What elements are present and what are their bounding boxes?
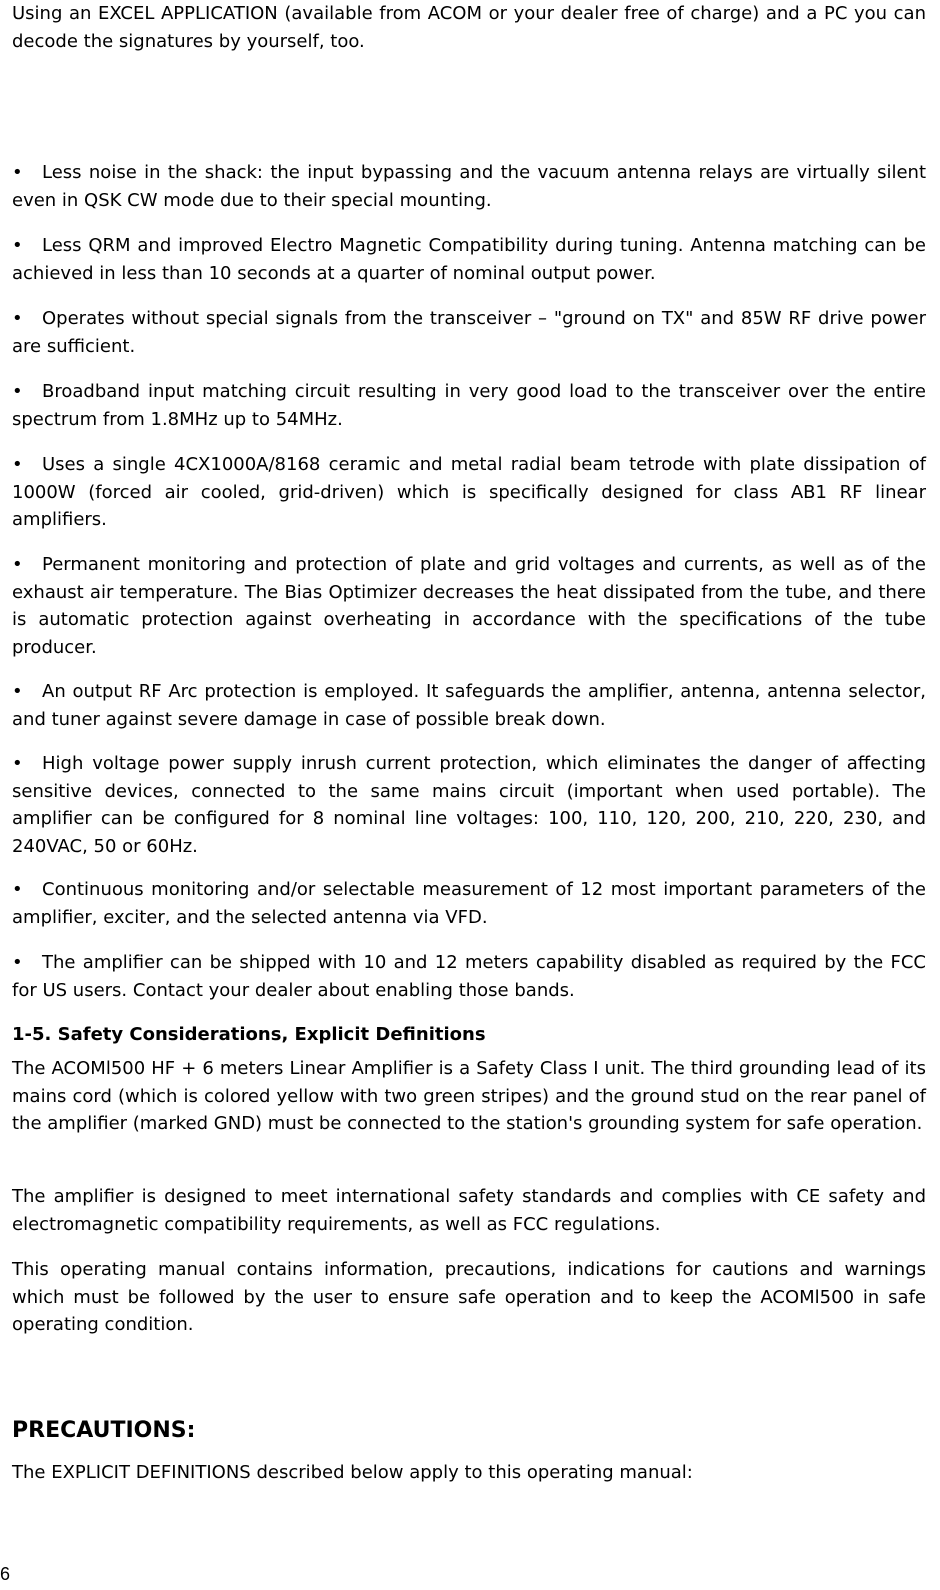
bullet-text: Operates without special signals from the transceiver – "ground on TX" and 85W RF drive power are sufficient. [12,308,926,357]
bullet-mark: • [12,308,23,329]
bullet-mark: • [12,753,23,774]
bullet-text: Less noise in the shack: the input bypassing and the vacuum antenna relays are virtually silent even in QSK CW mode due to their special mounting. [12,162,926,211]
page-number: 6 [0,1564,11,1584]
bullet-mark: • [12,454,23,475]
section-paragraph: The ACOMl500 HF + 6 meters Linear Amplifier is a Safety Class I unit. The third grounding lead of its mains cord (which is colored yellow with two green stripes) and the ground stud on the rear panel of the amplifier (marked GND) must be connected to the station's grounding system for safe operation. [12,1058,926,1134]
bullet-text: Less QRM and improved Electro Magnetic Compatibility during tuning. Antenna matching can be achieved in less than 10 seconds at a quarter of nominal output power. [12,235,926,284]
bullet-mark: • [12,381,23,402]
bullet-item [12,232,926,287]
bullet-item [12,678,926,733]
bullet-item [12,876,926,931]
bullet-text: High voltage power supply inrush current protection, which eliminates the danger of affecting sensitive devices, connected to the same mains circuit (important when used portable). The amplifier can be configured for 8 nominal line voltages: 100, 110, 120, 200, 210, 220, 230, and 240VAC, 50 or 60Hz. [12,753,926,857]
bullet-item [12,451,926,534]
section-paragraph: The amplifier is designed to meet international safety standards and complies with CE safety and electromagnetic compatibility requirements, as well as FCC regulations. [12,1186,926,1235]
bullet-item [12,378,926,433]
bullet-text: An output RF Arc protection is employed. It safeguards the amplifier, antenna, antenna selector, and tuner against severe damage in case of possible break down. [12,681,926,730]
bullet-mark: • [12,162,23,183]
precautions-paragraph: The EXPLICIT DEFINITIONS described below apply to this operating manual: [12,1462,693,1483]
bullet-text: The amplifier can be shipped with 10 and 12 meters capability disabled as required by the FCC for US users. Contact your dealer about enabling those bands. [12,952,926,1001]
bullet-mark: • [12,681,23,702]
bullet-text: Continuous monitoring and/or selectable measurement of 12 most important parameters of the amplifier, exciter, and the selected antenna via VFD. [12,879,926,928]
bullet-item [12,750,926,860]
bullet-mark: • [12,235,23,256]
bullet-item [12,551,926,661]
bullet-mark: • [12,554,23,575]
bullet-item [12,949,926,1004]
precautions-heading: PRECAUTIONS: [12,1418,196,1443]
bullet-mark: • [12,879,23,900]
section-paragraph: This operating manual contains information, precautions, indications for cautions and warnings which must be followed by the user to ensure safe operation and to keep the ACOMl500 in safe operating condition. [12,1259,926,1335]
manual-page [12,0,926,1590]
bullet-text: Uses a single 4CX1000A/8168 ceramic and metal radial beam tetrode with plate dissipation of 1000W (forced air cooled, grid-driven) which is specifically designed for class AB1 RF linear amplifiers. [12,454,926,530]
section-heading: 1-5. Safety Considerations, Explicit Definitions [12,1024,486,1045]
bullet-item [12,159,926,214]
intro-paragraph: Using an EXCEL APPLICATION (available from ACOM or your dealer free of charge) and a PC you can decode the signatures by yourself, too. [12,3,926,52]
bullet-mark: • [12,952,23,973]
bullet-text: Broadband input matching circuit resulting in very good load to the transceiver over the entire spectrum from 1.8MHz up to 54MHz. [12,381,926,430]
bullet-item [12,305,926,360]
bullet-text: Permanent monitoring and protection of plate and grid voltages and currents, as well as of the exhaust air temperature. The Bias Optimizer decreases the heat dissipated from the tube, and there is automatic protection against overheating in accordance with the specifications of the tube producer. [12,554,926,658]
